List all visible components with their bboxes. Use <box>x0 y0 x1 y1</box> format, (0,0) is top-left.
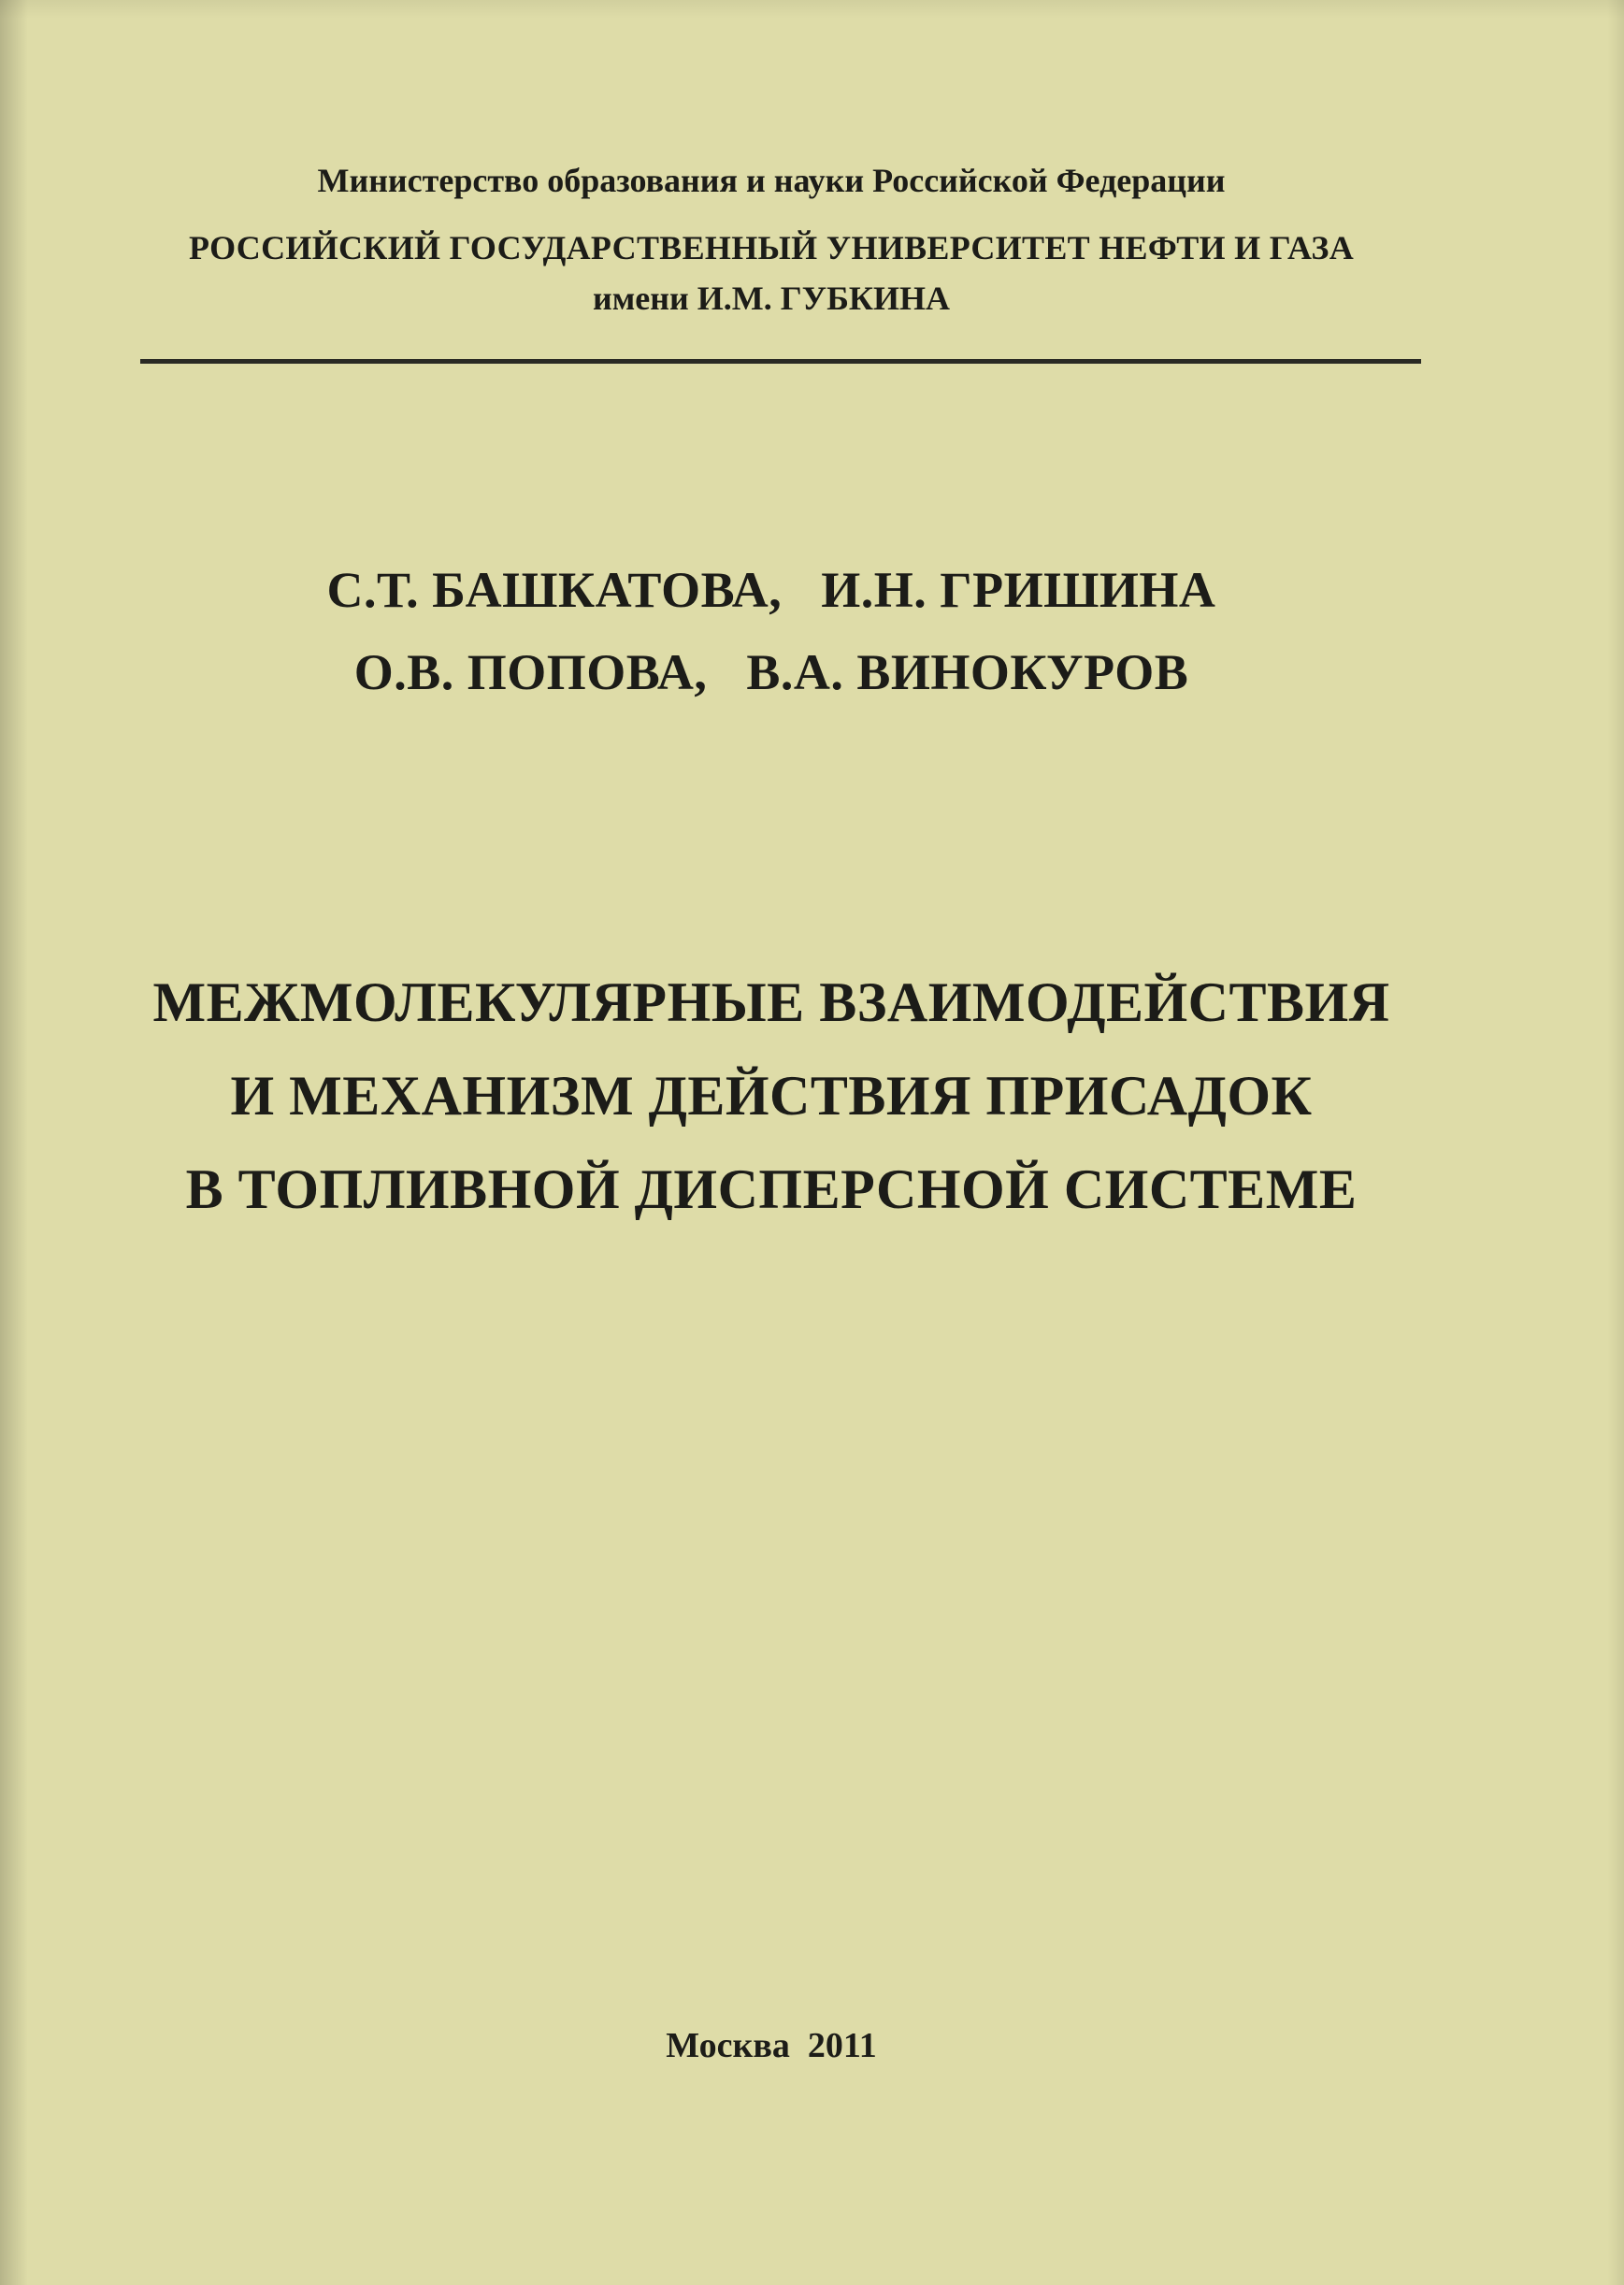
publication-city-year: Москва 2011 <box>666 2026 877 2065</box>
ministry-name: Министерство образования и науки Российской Федерации <box>317 162 1226 199</box>
authors-line-1: С.Т. БАШКАТОВА, И.Н. ГРИШИНА <box>326 562 1216 618</box>
authors-line-2: О.В. ПОПОВА, В.А. ВИНОКУРОВ <box>353 644 1189 700</box>
book-title-line-2: И МЕХАНИЗМ ДЕЙСТВИЯ ПРИСАДОК <box>230 1065 1313 1127</box>
university-name: РОССИЙСКИЙ ГОСУДАРСТВЕННЫЙ УНИВЕРСИТЕТ НЕФТИ И ГАЗА <box>188 229 1354 266</box>
book-title-line-1: МЕЖМОЛЕКУЛЯРНЫЕ ВЗАИМОДЕЙСТВИЯ <box>152 971 1390 1033</box>
university-named-after: имени И.М. ГУБКИНА <box>593 280 950 317</box>
book-title-line-3: В ТОПЛИВНОЙ ДИСПЕРСНОЙ СИСТЕМЕ <box>185 1158 1358 1220</box>
header-divider <box>140 359 1421 364</box>
